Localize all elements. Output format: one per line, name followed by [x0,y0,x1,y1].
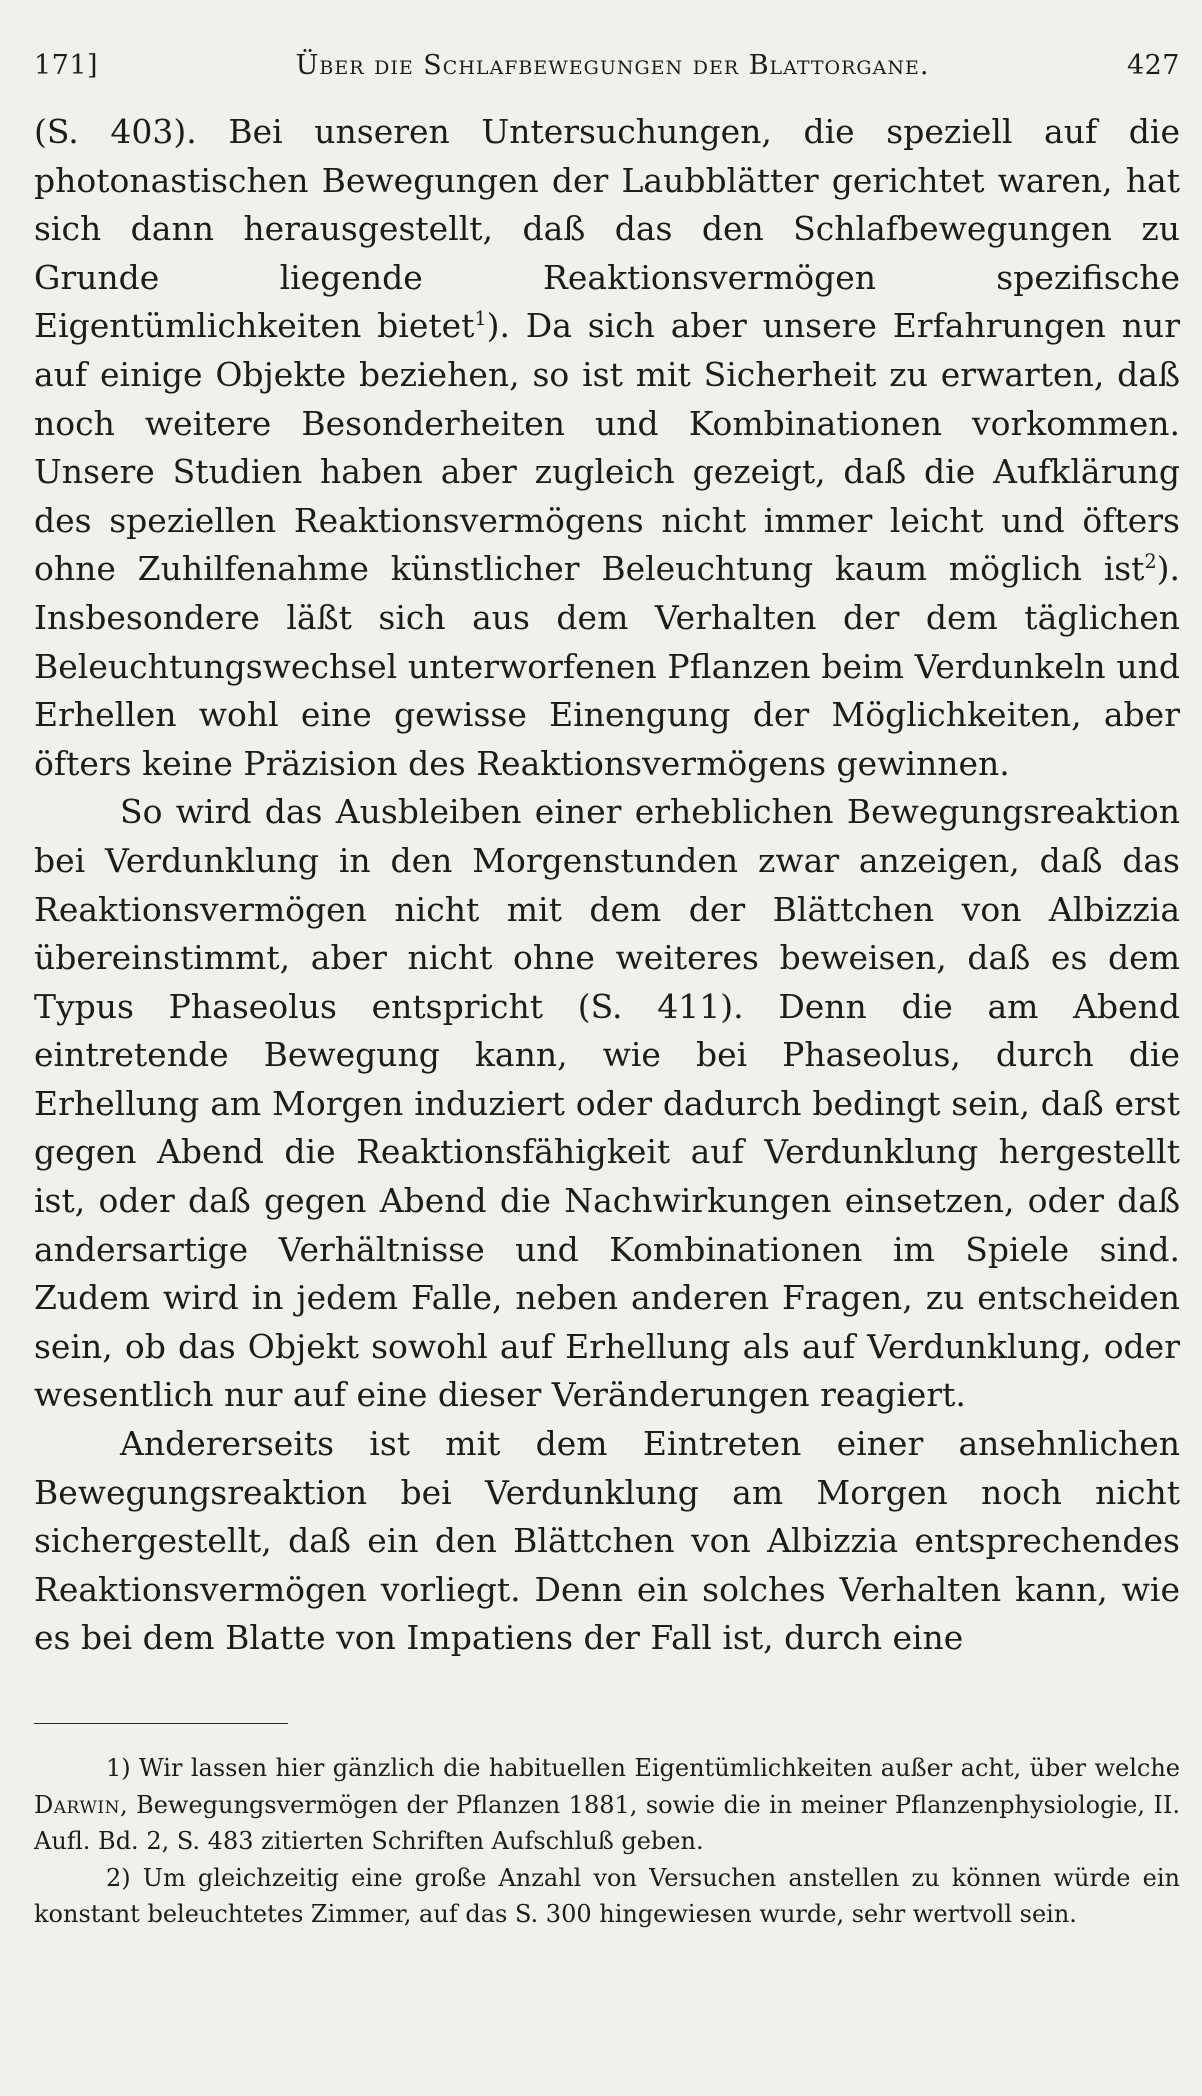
text-run: , Bewegungsvermögen der Pflanzen 1881, sowie die in meiner Pflanzenphysiologie, II. Aufl. Bd. 2, S. 483 zitierten Schriften Aufschluß geben. [34,1790,1180,1855]
text-run: Andererseits ist mit dem Eintreten einer ansehnlichen Bewegungsreaktion bei Verdunklung am Morgen noch nicht sichergestellt, daß ein den Blättchen von Albizzia entsprechendes Reaktionsvermögen vorliegt. Denn ein solches Verhalten kann, wie es bei dem Blatte von Impatiens der Fall ist, durch eine [34,1424,1180,1658]
paragraph-p1 [34,108,1180,788]
footnote-fn1 [34,1750,1180,1860]
footnote-marker: 1 [474,307,487,331]
page-number: 427 [1126,50,1180,81]
text-run: ). Insbesondere läßt sich aus dem Verhalten der dem täglichen Beleuchtungswechsel unterworfenen Pflanzen beim Verdunkeln und Erhellen wohl eine gewisse Einengung der Möglichkeiten, aber öfters keine Präzision des Reaktionsvermögens gewinnen. [34,549,1180,783]
text-run: 2) Um gleichzeitig eine große Anzahl von Versuchen anstellen zu können würde ein konstant beleuchtetes Zimmer, auf das S. 300 hingewiesen wurde, sehr wertvoll sein. [34,1863,1180,1928]
footnotes [34,1750,1180,1933]
text-run: So wird das Ausbleiben einer erheblichen Bewegungsreaktion bei Verdunklung in den Morgenstunden zwar anzeigen, daß das Reaktionsvermögen nicht mit dem der Blättchen von Albizzia übereinstimmt, aber nicht ohne weiteres beweisen, daß es dem Typus Phaseolus entspricht (S. 411). Denn die am Abend eintretende Bewegung kann, wie bei Phaseolus, durch die Erhellung am Morgen induziert oder dadurch bedingt sein, daß erst gegen Abend die Reaktionsfähigkeit auf Verdunklung hergestellt ist, oder daß gegen Abend die Nachwirkungen einsetzen, oder daß andersartige Verhältnisse und Kombinationen im Spiele sind. Zudem wird in jedem Falle, neben anderen Fragen, zu entscheiden sein, ob das Objekt sowohl auf Erhellung als auf Verdunklung, oder wesentlich nur auf eine dieser Veränderungen reagiert. [34,792,1180,1415]
paragraph-p2 [34,788,1180,1420]
footnote-marker: 2 [1144,550,1157,574]
author-name: Darwin [34,1790,121,1819]
text-run: ). Da sich aber unsere Erfahrungen nur auf einige Objekte beziehen, so ist mit Sicherheit zu erwarten, daß noch weitere Besonderheiten und Kombinationen vorkommen. Unsere Studien haben aber zugleich gezeigt, daß die Aufklärung des speziellen Reaktionsvermögens nicht immer leicht und öfters ohne Zuhilfenahme künstlicher Beleuchtung kaum möglich ist [34,306,1181,589]
footnote-divider [34,1723,288,1724]
section-number: 171] [34,50,99,81]
running-title: Über die Schlafbewegungen der Blattorgane. [295,50,930,81]
footnote-fn2 [34,1860,1180,1933]
running-header [34,50,1180,98]
paragraph-p3 [34,1420,1180,1663]
main-text [34,108,1180,1663]
text-run: 1) Wir lassen hier gänzlich die habituellen Eigentümlichkeiten außer acht, über welche [106,1754,1180,1782]
text-run: (S. 403). Bei unseren Untersuchungen, die speziell auf die photonastischen Bewegungen der Laubblätter gerichtet waren, hat sich dann herausgestellt, daß das den Schlafbewegungen zu Grunde liegende Reaktionsvermögen spezifische Eigentümlichkeiten bietet [34,112,1180,346]
